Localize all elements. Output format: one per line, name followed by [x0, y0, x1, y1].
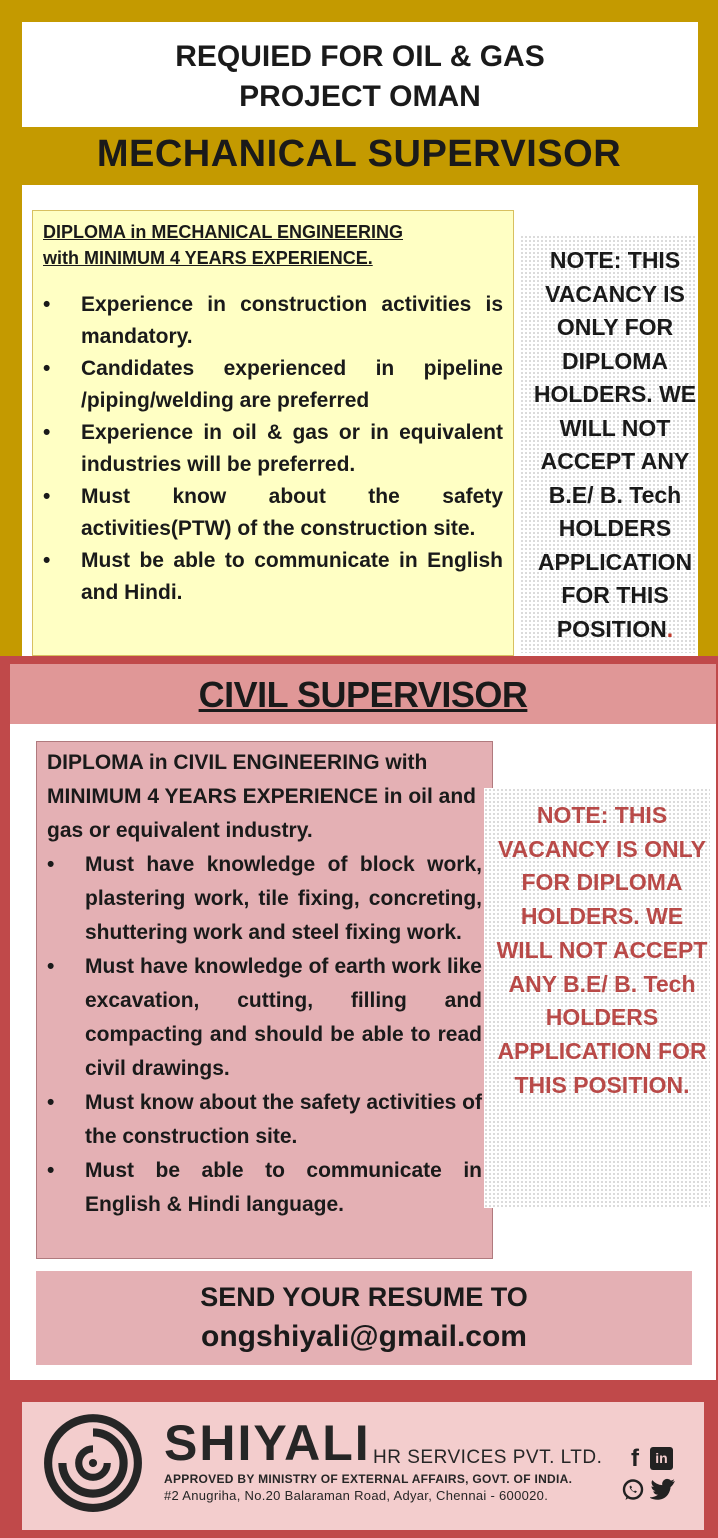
approval-statement: APPROVED BY MINISTRY OF EXTERNAL AFFAIRS, GOVT. OF INDIA.: [164, 1472, 573, 1486]
civil-supervisor-title: CIVIL SUPERVISOR: [198, 674, 528, 715]
resume-contact-box: [36, 1271, 692, 1365]
twitter-icon[interactable]: [650, 1478, 676, 1500]
linkedin-icon[interactable]: in: [650, 1447, 673, 1470]
mechanical-qualification-line-2: with MINIMUM 4 YEARS EXPERIENCE.: [43, 248, 373, 268]
civil-bullet-list: [47, 848, 482, 1222]
mechanical-bullet: • Experience in oil & gas or in equivalent industries will be preferred.: [81, 417, 503, 481]
civil-bullet: • Must have knowledge of block work, plastering work, tile fixing, concreting, shuttering work and steel fixing work.: [85, 848, 482, 950]
mechanical-note-dot: .: [666, 615, 674, 642]
resume-email-link[interactable]: ongshiyali@gmail.com: [201, 1320, 527, 1353]
mechanical-bullet: • Candidates experienced in pipeline /piping/welding are preferred: [81, 353, 503, 417]
mechanical-note: [520, 244, 710, 646]
recruitment-header: [22, 22, 698, 127]
hr-services-label: HR SERVICES PVT. LTD.: [373, 1447, 603, 1468]
civil-qualification: DIPLOMA in CIVIL ENGINEERING with MINIMUM 4 YEARS EXPERIENCE in oil and gas or equivalent industry.: [47, 751, 477, 842]
mechanical-bullet: • Must be able to communicate in English and Hindi.: [81, 545, 503, 609]
mechanical-bullet-list: [43, 289, 503, 609]
resume-label: SEND YOUR RESUME TO: [200, 1282, 528, 1312]
mechanical-bullet: • Experience in construction activities is mandatory.: [81, 289, 503, 353]
mechanical-requirements-box: [32, 210, 514, 656]
mechanical-supervisor-title: MECHANICAL SUPERVISOR: [96, 133, 622, 175]
mechanical-note-text: NOTE: THIS VACANCY IS ONLY FOR DIPLOMA HOLDERS. WE WILL NOT ACCEPT ANY B.E/ B. Tech HOLDERS APPLICATION FOR THIS POSITION: [533, 247, 697, 642]
header-line-2: PROJECT OMAN: [239, 80, 481, 113]
civil-title-bar: [10, 664, 716, 724]
civil-bullet: • Must have knowledge of earth work like excavation, cutting, filling and compacting and should be able to read civil drawings.: [85, 950, 482, 1086]
civil-bullet: • Must know about the safety activities of the construction site.: [85, 1086, 482, 1154]
civil-requirements-box: [36, 741, 493, 1259]
header-line-1: REQUIED FOR OIL & GAS: [175, 40, 545, 73]
company-address: #2 Anugriha, No.20 Balaraman Road, Adyar, Chennai - 600020.: [164, 1488, 549, 1503]
facebook-icon[interactable]: f: [631, 1445, 639, 1472]
brand-name: SHIYALI: [164, 1415, 371, 1471]
civil-bullet: • Must be able to communicate in English & Hindi language.: [85, 1154, 482, 1222]
mechanical-qualification-line-1: DIPLOMA in MECHANICAL ENGINEERING: [43, 222, 404, 242]
mechanical-bullet: • Must know about the safety activities(PTW) of the construction site.: [81, 481, 503, 545]
civil-note: NOTE: THIS VACANCY IS ONLY FOR DIPLOMA HOLDERS. WE WILL NOT ACCEPT ANY B.E/ B. Tech HOLDERS APPLICATION FOR THIS POSITION.: [496, 802, 708, 1098]
whatsapp-icon[interactable]: [621, 1478, 645, 1502]
shiyali-logo-icon: [42, 1410, 144, 1512]
